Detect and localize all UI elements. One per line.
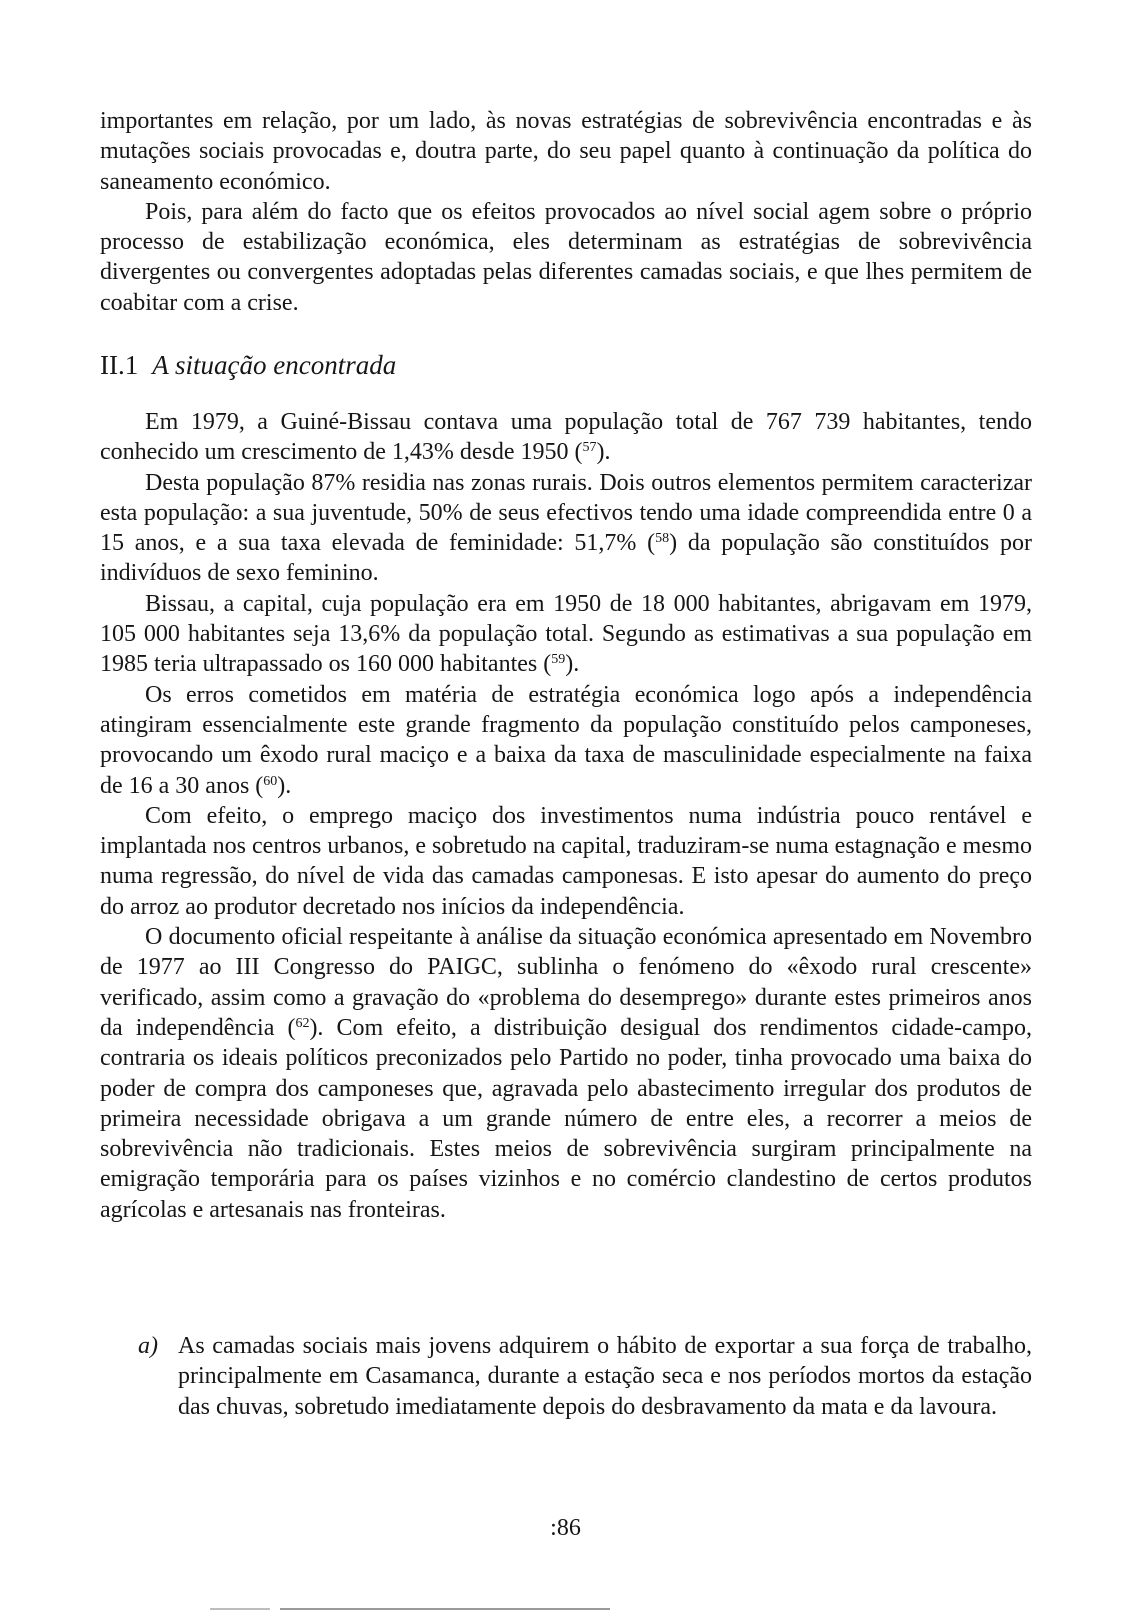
footnote-ref: 59 [551,652,566,668]
footnote-ref: 58 [655,531,670,547]
paragraph-text: ). [277,772,292,799]
section-number: II.1 [100,350,139,380]
list-item [138,1331,1032,1422]
paragraph [100,922,1032,1225]
intro-text [100,106,1032,318]
paragraph [100,407,1032,468]
section-body [100,407,1032,1225]
paragraph [100,680,1032,801]
paragraph-text: Bissau, a capital, cuja população era em 1950 de 18 000 habitantes, abrigavam em 1979, 105 000 habitantes seja 13,6% da população total. Segundo as estimativas a sua população em 1985 teria ultrapassado os 160 000 habitantes ( [100,590,1032,678]
paragraph-text: ) da população são constituídos por indivíduos de sexo feminino. [100,530,1032,587]
list-marker: a) [138,1333,158,1359]
paragraph [100,589,1032,680]
section-title: A situação encontrada [152,350,397,380]
paragraph-text: O documento oficial respeitante à análise da situação económica apresentado em Novembro de 1977 ao III Congresso do PAIGC, sublinha o fenómeno do «êxodo rural crescente» verificado, assim como a gravação do «problema do desemprego» durante estes primeiros anos da independência ( [100,924,1032,1041]
scan-artifact [280,1608,610,1610]
paragraph-text: Os erros cometidos em matéria de estratégia económica logo após a independência atingiram essencialmente este grande fragmento da população constituído pelos camponeses, provocando um êxodo rural maciço e a baixa da taxa de masculinidade especialmente na faixa de 16 a 30 anos ( [100,681,1032,799]
paragraph: Com efeito, o emprego maciço dos investimentos numa indústria pouco rentável e implantada nos centros urbanos, e sobretudo na capital, traduziram-se numa estagnação e mesmo numa regressão, do nível de vida das camadas camponesas. E isto apesar do aumento do preço do arroz ao produtor decretado nos inícios da independência. [100,802,1032,920]
list-item-text: As camadas sociais mais jovens adquirem o hábito de exportar a sua força de trabalho, principalmente em Casamanca, durante a estação seca e nos períodos mortos da estação das chuvas, sobretudo imediatamente depois do desbravamento da mata e da lavoura. [178,1333,1032,1420]
paragraph-text: ). [565,651,580,678]
section-heading [100,347,396,383]
paragraph-text: ). Com efeito, a distribuição desigual dos rendimentos cidade-campo, contraria os ideais políticos preconizados pelo Partido no poder, tinha provocado uma baixa do poder de compra dos camponeses que, agravada pelo abastecimento irregular dos produtos de primeira necessidade obrigava a um grande número de entre eles, a recorrer a meios de sobrevivência não tradicionais. Estes meios de sobrevivência surgiram principalmente na emigração temporária para os países vizinhos e no comércio clandestino de certos produtos agrícolas e artesanais nas fronteiras. [100,1014,1032,1223]
paragraph-text: Desta população 87% residia nas zonas rurais. Dois outros elementos permitem caracterizar esta população: a sua juventude, 50% de seus efectivos tendo uma idade compreendida entre 0 a 15 anos, e a sua taxa elevada de feminidade: 51,7% ( [100,469,1032,557]
footnote-ref: 62 [295,1015,310,1031]
footnote-ref: 57 [582,440,597,456]
footnote-ref: 60 [263,773,278,789]
paragraph [100,468,1032,589]
enumerated-list [138,1331,1032,1422]
page-number: :86 [550,1515,581,1541]
scan-artifact [210,1608,270,1610]
paragraph-text: ). [596,439,611,466]
paragraph: importantes em relação, por um lado, às novas estratégias de sobrevivência encontradas e às mutações sociais provocadas e, doutra parte, do seu papel quanto à continuação da política do saneamento económico. [100,108,1032,195]
paragraph-text: Em 1979, a Guiné-Bissau contava uma população total de 767 739 habitantes, tendo conhecido um crescimento de 1,43% desde 1950 ( [100,409,1032,466]
paragraph: Pois, para além do facto que os efeitos provocados ao nível social agem sobre o próprio processo de estabilização económica, eles determinam as estratégias de sobrevivência divergentes ou convergentes adoptadas pelas diferentes camadas sociais, e que lhes permitem de coabitar com a crise. [100,198,1032,316]
